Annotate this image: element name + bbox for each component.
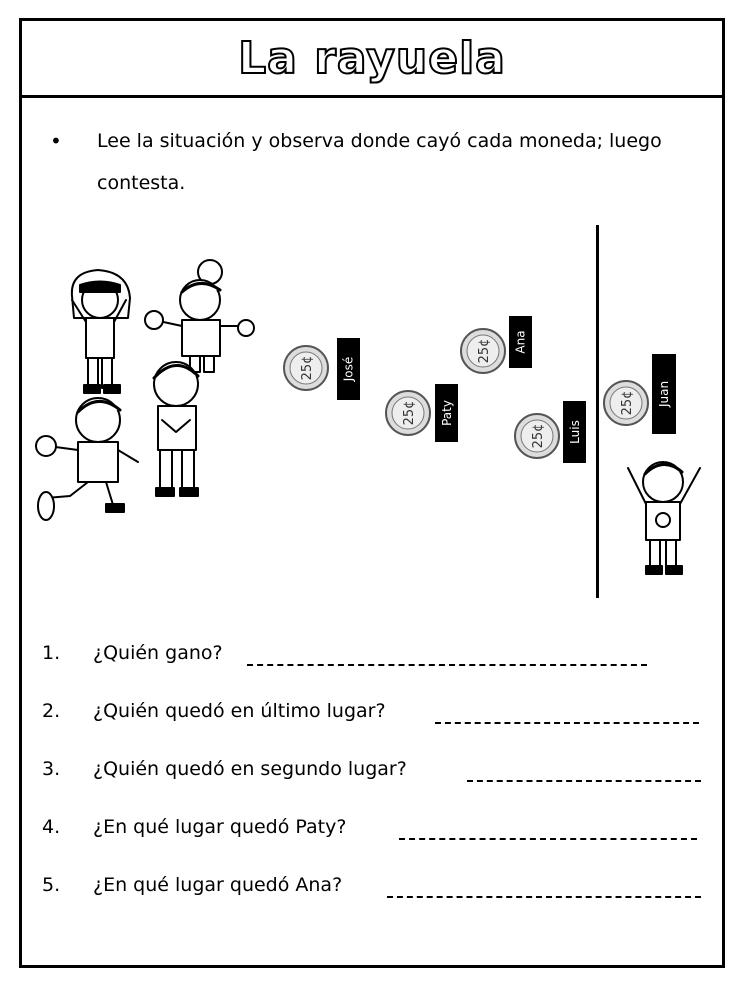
name-tag-juan: Juan (652, 354, 676, 434)
coin-value: 25¢ (620, 390, 635, 416)
kid-illustration (36, 398, 138, 520)
question-text: ¿Quién quedó en último lugar? (93, 700, 386, 722)
question-1 (42, 642, 702, 672)
kid-illustration (72, 270, 130, 393)
name-tag-ana: Ana (509, 316, 532, 368)
coin-juan (604, 381, 648, 425)
finish-line (596, 225, 599, 598)
question-text: ¿Quién gano? (93, 642, 223, 664)
answer-line[interactable] (467, 780, 701, 782)
coin-value: 25¢ (531, 423, 546, 449)
question-5 (42, 874, 702, 904)
question-number: 3. (42, 758, 61, 780)
question-4 (42, 816, 702, 846)
question-text: ¿En qué lugar quedó Ana? (93, 874, 343, 896)
question-number: 4. (42, 816, 61, 838)
coin-value: 25¢ (402, 400, 417, 426)
question-3 (42, 758, 702, 788)
bullet-icon: • (50, 129, 62, 153)
kid-illustration (145, 260, 254, 372)
coin-jose (284, 346, 328, 390)
worksheet-title: La rayuela (238, 32, 506, 84)
coin-luis (515, 414, 559, 458)
coin-ana (461, 329, 505, 373)
name-tag-paty: Paty (435, 384, 458, 442)
answer-line[interactable] (247, 664, 647, 666)
question-number: 2. (42, 700, 61, 722)
answer-line[interactable] (399, 838, 697, 840)
name-tag-luis: Luis (563, 401, 586, 463)
question-text: ¿En qué lugar quedó Paty? (93, 816, 347, 838)
question-number: 1. (42, 642, 61, 664)
answer-line[interactable] (435, 722, 699, 724)
question-2 (42, 700, 702, 730)
question-text: ¿Quién quedó en segundo lugar? (93, 758, 407, 780)
answer-line[interactable] (387, 896, 701, 898)
coin-value: 25¢ (300, 355, 315, 381)
kid-illustration (154, 362, 198, 496)
kid-illustration (628, 462, 700, 574)
question-number: 5. (42, 874, 61, 896)
coin-paty (386, 391, 430, 435)
instructions-text: Lee la situación y observa donde cayó cada moneda; luego contesta. (97, 130, 662, 194)
name-tag-jose: José (337, 338, 360, 400)
coin-value: 25¢ (477, 338, 492, 364)
